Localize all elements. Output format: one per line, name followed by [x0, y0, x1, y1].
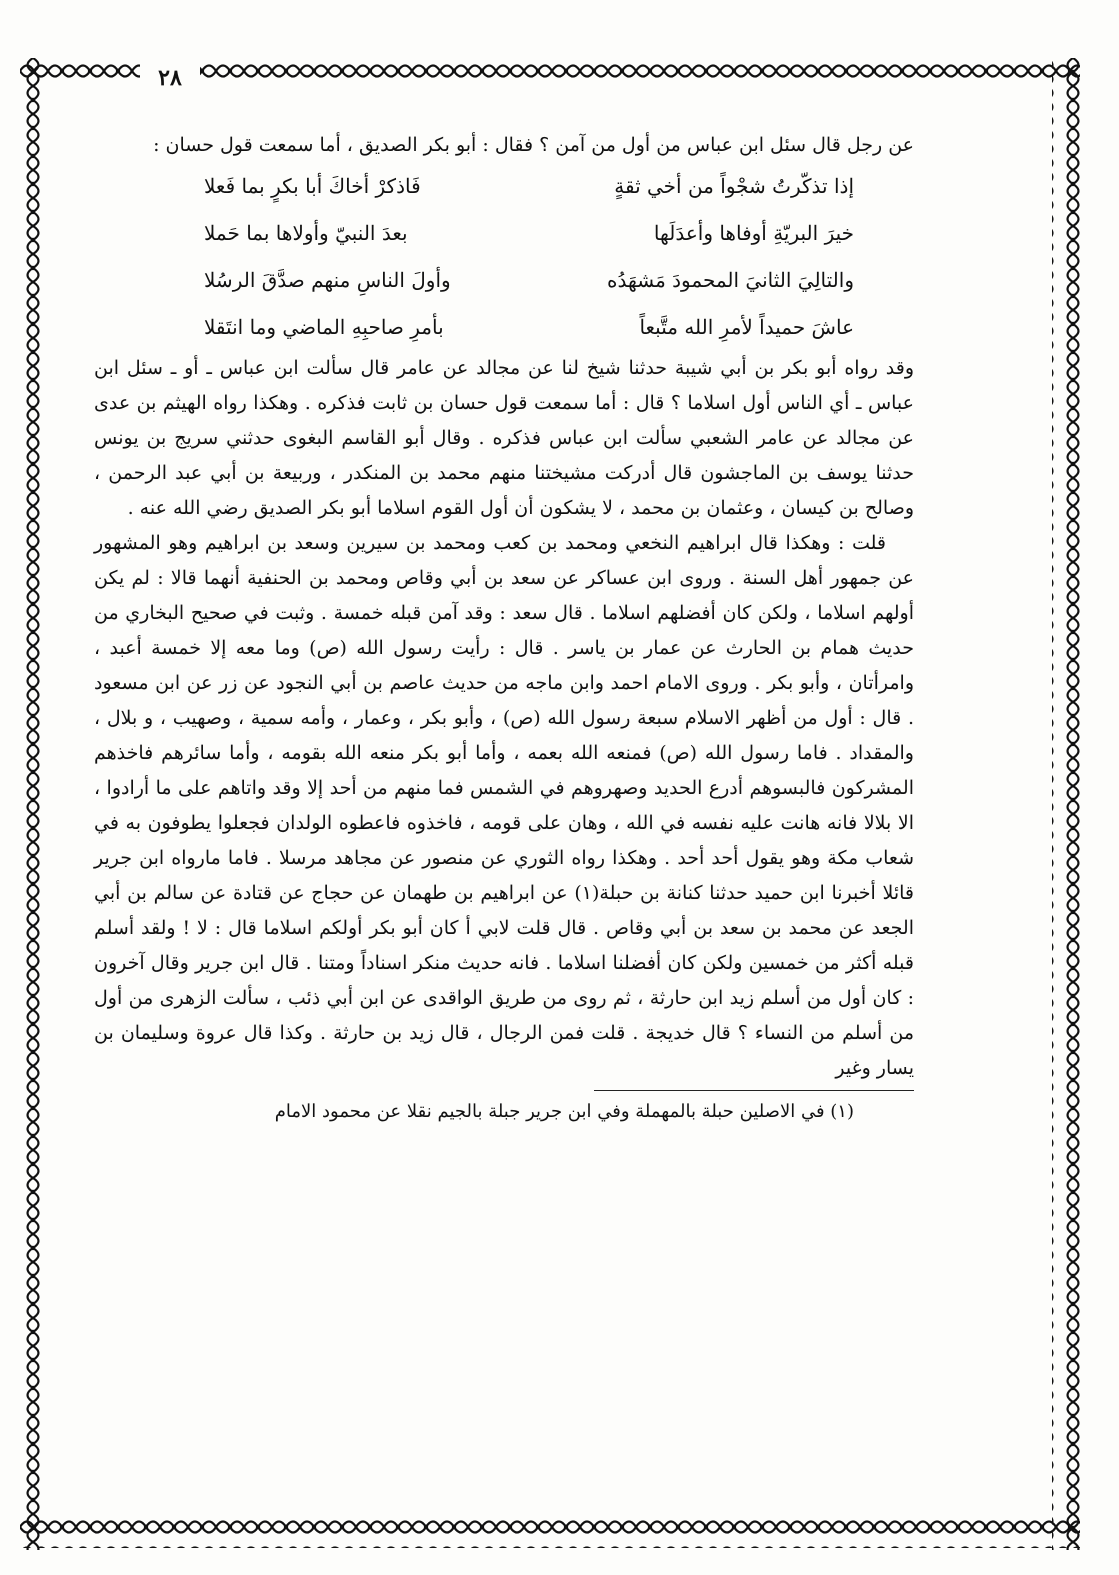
poem-block — [204, 163, 914, 351]
verse-line — [204, 257, 854, 304]
paragraph: وقد رواه أبو بكر بن أبي شيبة حدثنا شيخ لنا عن مجالد عن عامر قال سألت ابن عباس ـ أو ـ سئل ابن عباس ـ أي الناس أول اسلاما ؟ قال : أما سمعت قول حسان بن ثابت فذكره . وهكذا رواه الهيثم بن عدى عن مجالد عن عامر الشعبي سألت ابن عباس فذكره . وقال أبو القاسم البغوى حدثني سريج بن يونس حدثنا يوسف بن الماجشون قال أدركت مشيختنا منهم محمد بن المنكدر ، وربيعة بن أبي عبد الرحمن ، وصالح بن كيسان ، وعثمان بن محمد ، لا يشكون أن أول القوم اسلاما أبو بكر الصديق رضي الله عنه . — [94, 357, 914, 519]
verse-line — [204, 304, 854, 351]
paragraph: قلت : وهكذا قال ابراهيم النخعي ومحمد بن كعب ومحمد بن سيرين وسعد بن ابراهيم وهو المشهور عن جمهور أهل السنة . وروى ابن عساكر عن سعد بن أبي وقاص ومحمد بن الحنفية أنهما قالا : لم يكن أولهم اسلاما ، ولكن كان أفضلهم اسلاما . قال سعد : وقد آمن قبله خمسة . وثبت في صحيح البخاري من حديث همام بن الحارث عن عمار بن ياسر . قال : رأيت رسول الله (ص) وما معه إلا خمسة أعبد ، وامرأتان ، وأبو بكر . وروى الامام احمد وابن ماجه من حديث عاصم بن أبي النجود عن زر عن ابن مسعود . قال : أول من أظهر الاسلام سبعة رسول الله (ص) ، وأبو بكر ، وعمار ، وأمه سمية ، وصهيب ، و بلال ، والمقداد . فاما رسول الله (ص) فمنعه الله بعمه ، وأما أبو بكر منعه الله بقومه ، وأما سائرهم فاخذهم المشركون فالبسوهم أدرع الحديد وصهروهم في الشمس فما منهم من أحد إلا وقد واتاهم على ما أرادوا ، الا بلالا فانه هانت عليه نفسه في الله ، وهان على قومه ، فاخذوه فاعطوه الولدان فجعلوا يطوفون به في شعاب مكة وهو يقول أحد أحد . وهكذا رواه الثوري عن منصور عن مجاهد مرسلا . فاما مارواه ابن جرير قائلا أخبرنا ابن حميد حدثنا كنانة بن حبلة(١) عن ابراهيم بن طهمان عن حجاج عن قتادة عن سالم بن أبي الجعد عن محمد بن سعد بن أبي وقاص . قال قلت لابي أ كان أبو بكر أولكم اسلاما قال : لا ! ولقد أسلم قبله أكثر من خمسين ولكن كان أفضلنا اسلاما . فانه حديث منكر اسناداً ومتنا . قال ابن جرير وقال آخرون : كان أول من أسلم زيد ابن حارثة ، ثم روى من طريق الواقدى عن ابن أبي ذئب ، سألت الزهرى من أول من أسلم من النساء ؟ قال خديجة . قلت فمن الرجال ، قال زيد بن حارثة . وكذا قال عروة وسليمان بن يسار وغير — [94, 532, 914, 1079]
verse-second-hemistich: بعدَ النبيّ وأولاها بما حَملا — [204, 221, 408, 245]
page-body — [94, 128, 914, 1127]
opening-line: عن رجل قال سئل ابن عباس من أول من آمن ؟ فقال : أبو بكر الصديق ، أما سمعت قول حسان : — [153, 134, 914, 156]
verse-first-hemistich: عاشَ حميداً لأمرِ الله متَّبعاً — [639, 315, 854, 339]
verse-first-hemistich: والتالِيَ الثانيَ المحمودَ مَشهَدُه — [607, 268, 854, 292]
verse-first-hemistich: خيرَ البريّةِ أوفاها وأعدَلَها — [653, 221, 854, 245]
page-number: ٢٨ — [140, 60, 200, 96]
verse-line — [204, 210, 854, 257]
footnote: (١) في الاصلين حبلة بالمهملة وفي ابن جرير جبلة بالجيم نقلا عن محمود الامام — [274, 1101, 854, 1122]
verse-first-hemistich: إذا تذكّرتُ شجْواً من أخي ثقةٍ — [614, 174, 854, 198]
verse-line — [204, 163, 854, 210]
footnote-divider — [594, 1090, 914, 1091]
verse-second-hemistich: بأمرِ صاحبِهِ الماضي وما انتَقلا — [204, 315, 444, 339]
verse-second-hemistich: فَاذكرْ أخاكَ أبا بكرٍ بما فَعلا — [204, 174, 421, 198]
verse-second-hemistich: وأولَ الناسِ منهم صدَّقَ الرسُلا — [204, 268, 451, 292]
